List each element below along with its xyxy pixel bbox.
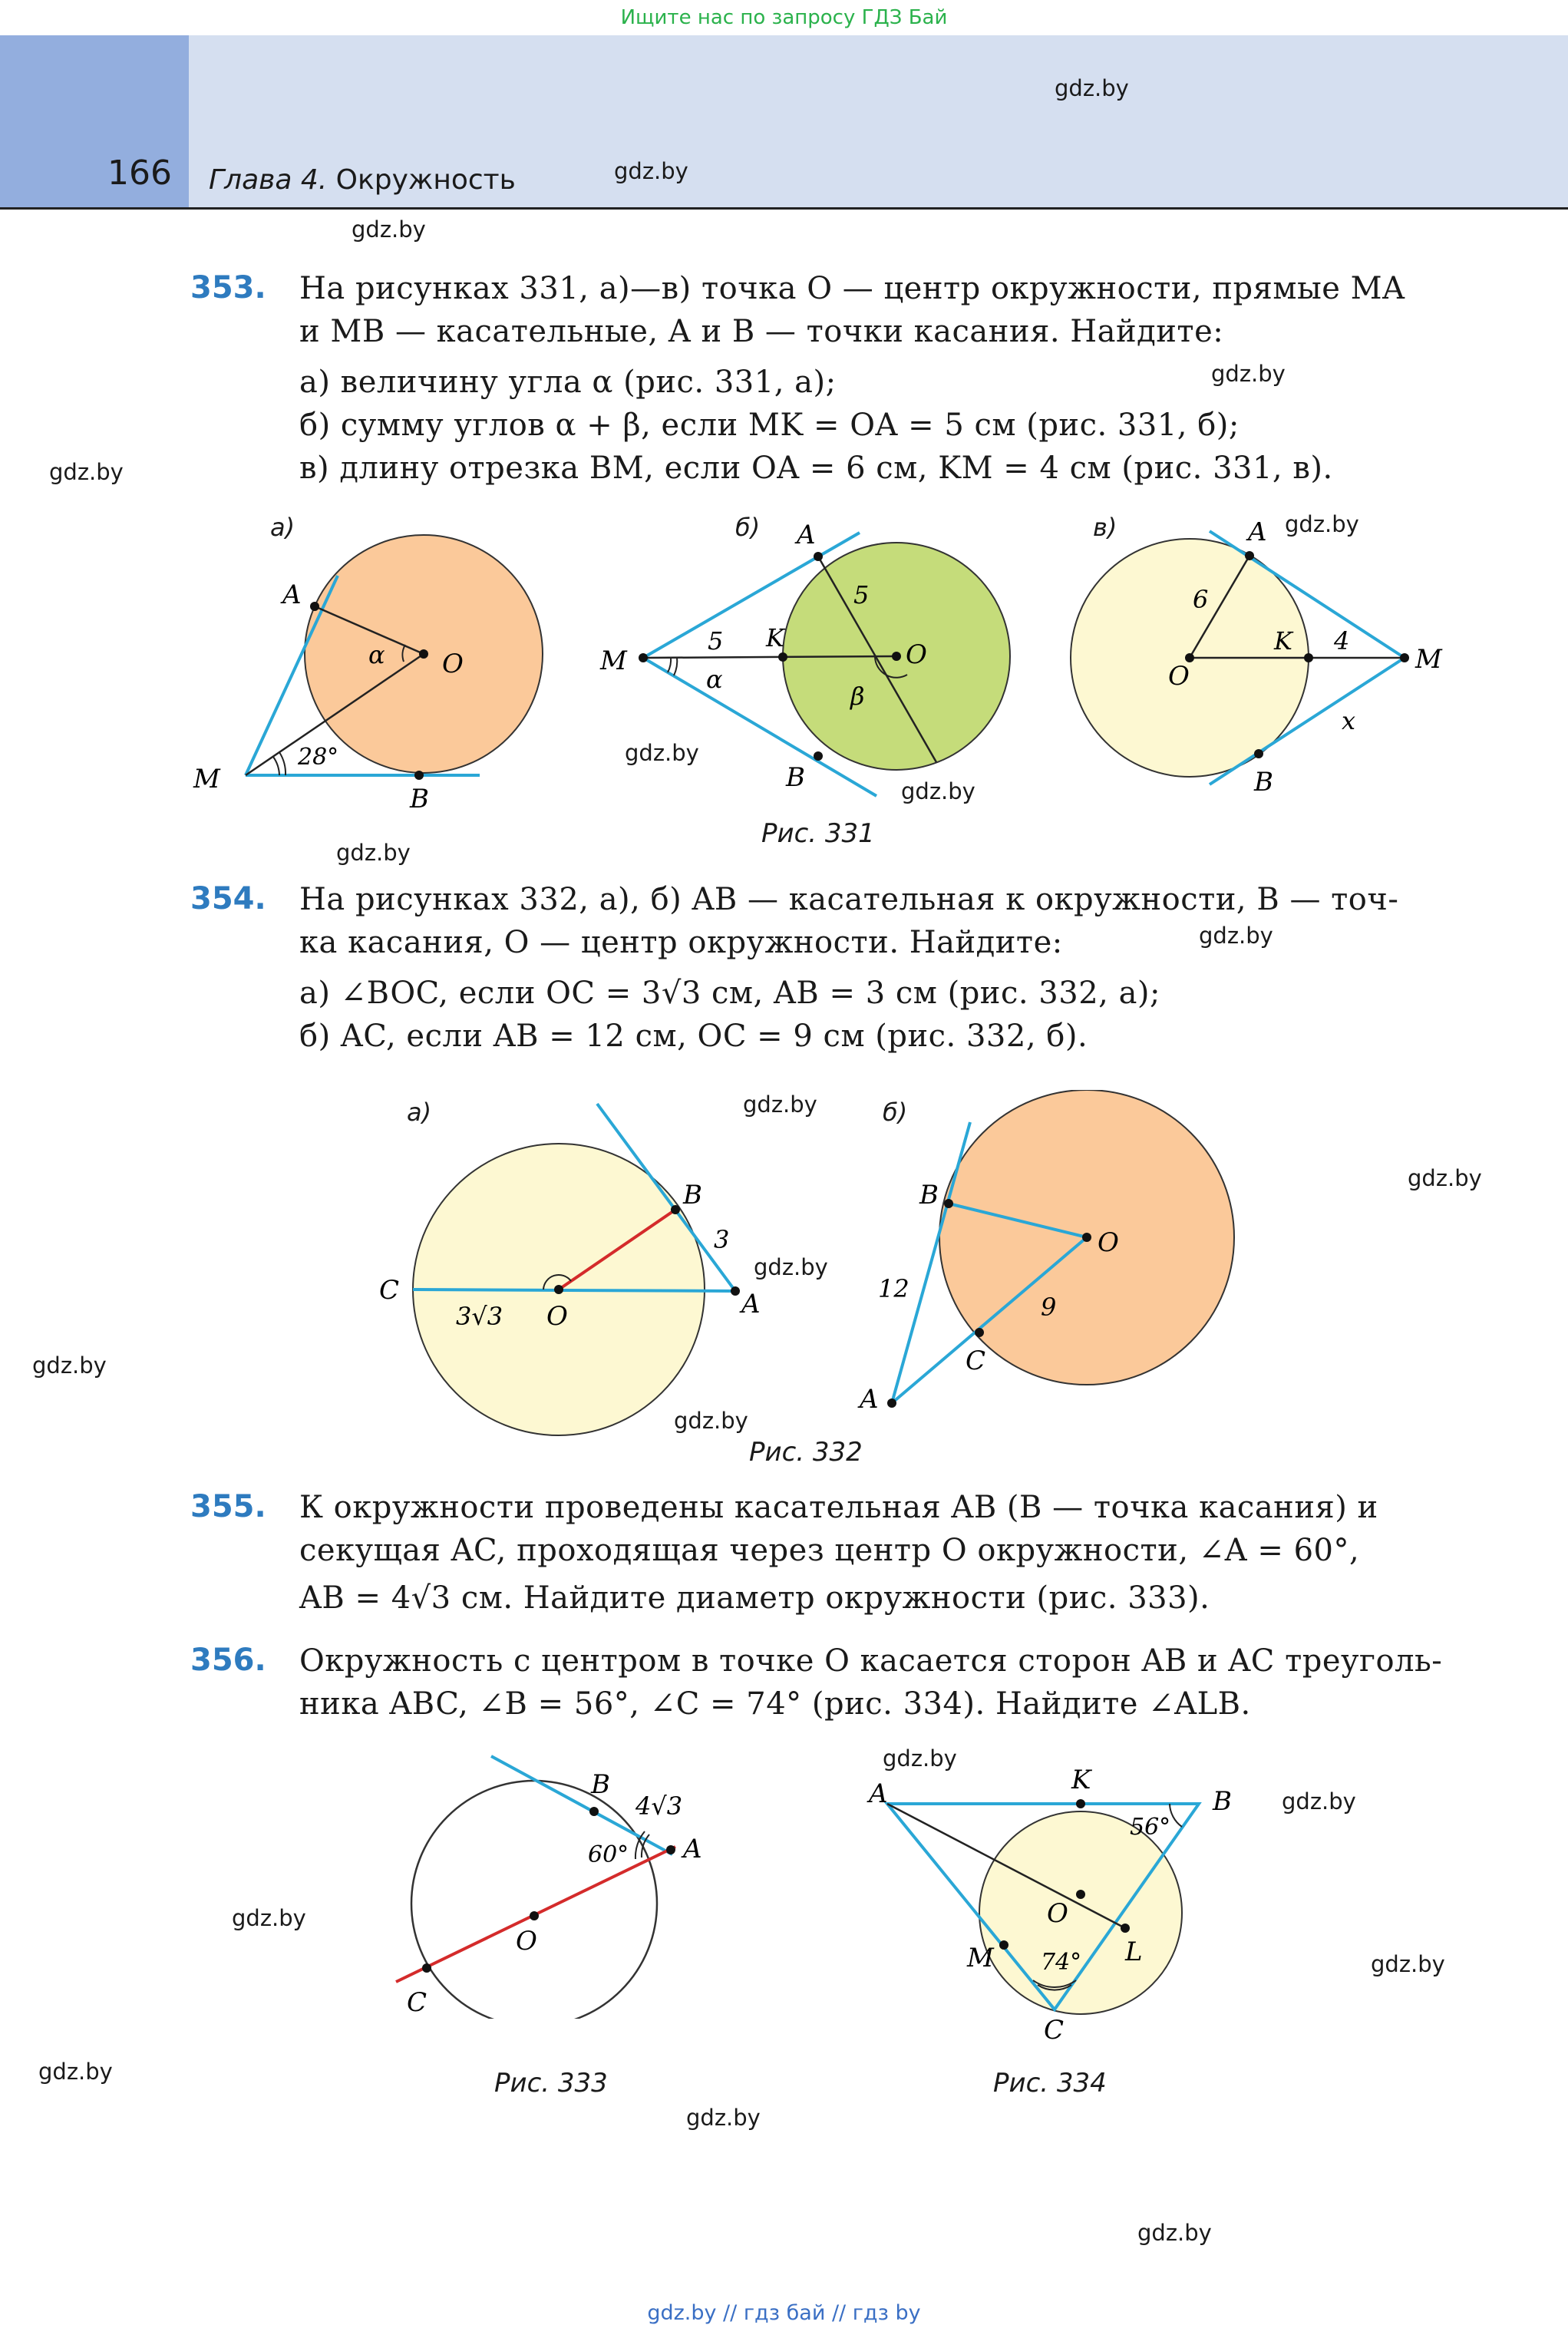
label-a: A — [869, 1778, 888, 1809]
label-l: L — [1125, 1937, 1143, 1967]
problem-353-number: 353. — [190, 270, 266, 305]
problem-355-line3: AB = 4√3 см. Найдите диаметр окружности (рис. 333). — [299, 1580, 1210, 1616]
label-c: C — [966, 1346, 986, 1376]
watermark: gdz.by — [625, 740, 699, 766]
label-x: x — [1342, 706, 1356, 735]
point-k — [1076, 1799, 1085, 1808]
label-oa: 6 — [1193, 585, 1209, 614]
watermark: gdz.by — [1211, 361, 1286, 387]
label-b: B — [410, 784, 429, 814]
label-b: B — [786, 762, 805, 793]
problem-354-text — [299, 878, 1458, 1058]
label-o: O — [516, 1926, 537, 1957]
watermark: gdz.by — [901, 778, 975, 804]
watermark: gdz.by — [232, 1905, 306, 1931]
chapter-prefix: Глава 4. — [209, 164, 328, 196]
watermark: gdz.by — [614, 158, 688, 184]
point-k — [778, 652, 787, 662]
caption-fig333: Рис. 333 — [494, 2068, 608, 2099]
label-a: A — [1248, 522, 1267, 547]
watermark: gdz.by — [38, 2059, 113, 2085]
label-angle-b: 56° — [1130, 1814, 1171, 1841]
point-o — [892, 652, 901, 661]
watermark: gdz.by — [674, 1408, 748, 1434]
label-a: A — [797, 522, 816, 550]
problem-353-text — [299, 267, 1458, 490]
problem-355-text — [299, 1486, 1458, 1620]
label-o: O — [546, 1301, 568, 1332]
watermark: gdz.by — [1055, 75, 1129, 101]
label-angle-c: 74° — [1041, 1949, 1082, 1976]
point-c — [975, 1328, 984, 1337]
figure-333 — [384, 1742, 752, 2019]
point-a — [666, 1845, 675, 1854]
footer-links: gdz.by // гдз бай // гдз by — [647, 2301, 921, 2325]
problem-355-number: 355. — [190, 1489, 266, 1524]
point-l — [1121, 1924, 1130, 1933]
figure-331c — [1044, 522, 1474, 829]
fig331a-sublabel: а) — [270, 513, 295, 542]
label-b: B — [919, 1180, 939, 1210]
point-c — [422, 1963, 431, 1973]
problem-353-line1: На рисунках 331, а)—в) точка O — центр окружности, прямые MA — [299, 271, 1405, 306]
label-m: M — [193, 764, 220, 794]
alpha-arc-2 — [674, 657, 677, 675]
point-m — [1400, 653, 1409, 662]
label-k: K — [1071, 1765, 1091, 1795]
fig332a-sublabel: а) — [407, 1098, 432, 1127]
point-m — [999, 1940, 1008, 1950]
point-b — [814, 751, 823, 761]
point-o — [1076, 1890, 1085, 1899]
label-a: A — [683, 1834, 702, 1864]
figure-331b — [591, 522, 1021, 829]
angle-b-arc — [1170, 1804, 1182, 1827]
label-oa: 5 — [853, 580, 870, 609]
figure-331a — [177, 522, 560, 829]
point-m — [639, 653, 648, 662]
alpha-arc-1 — [668, 657, 671, 672]
label-alpha: α — [706, 665, 723, 694]
label-o: O — [442, 649, 464, 679]
watermark: gdz.by — [1408, 1165, 1482, 1191]
label-m: M — [1415, 644, 1442, 675]
figure-334 — [860, 1758, 1259, 2057]
problem-356-line1: Окружность с центром в точке O касается сторон AB и AC треуголь- — [299, 1643, 1443, 1679]
label-c: C — [407, 1987, 427, 2018]
problem-353-line2: и MB — касательные, A и B — точки касания. Найдите: — [299, 314, 1224, 349]
chapter-title — [209, 164, 516, 196]
caption-fig331: Рис. 331 — [761, 818, 875, 849]
point-b — [414, 771, 424, 780]
label-o: O — [1047, 1898, 1068, 1929]
label-c: C — [379, 1275, 400, 1306]
watermark: gdz.by — [49, 459, 124, 485]
problem-353-part-c: в) длину отрезка BM, если OA = 6 см, KM = 4 см (рис. 331, в). — [299, 451, 1333, 486]
watermark: gdz.by — [743, 1091, 817, 1118]
watermark: gdz.by — [1282, 1788, 1356, 1815]
label-b: B — [1213, 1786, 1232, 1817]
point-a — [731, 1286, 740, 1296]
problem-354-line1: На рисунках 332, а), б) AB — касательная к окружности, B — точ- — [299, 882, 1399, 917]
label-a: A — [282, 580, 302, 610]
watermark: gdz.by — [883, 1745, 957, 1772]
label-k: K — [1274, 626, 1292, 655]
point-a — [814, 552, 823, 561]
problem-353-part-b: б) сумму углов α + β, если MK = OA = 5 см (рис. 331, б); — [299, 408, 1240, 443]
page-number: 166 — [107, 154, 172, 193]
watermark: gdz.by — [352, 216, 426, 243]
point-k — [1304, 653, 1313, 662]
label-oc: 3√3 — [456, 1302, 503, 1331]
point-a — [887, 1399, 896, 1408]
caption-fig332: Рис. 332 — [749, 1437, 863, 1468]
watermark: gdz.by — [686, 2105, 761, 2131]
label-ab: 4√3 — [635, 1791, 683, 1821]
label-c: C — [1044, 2015, 1065, 2046]
problem-356-text — [299, 1640, 1458, 1725]
watermark: gdz.by — [1199, 923, 1273, 949]
label-beta: β — [850, 682, 865, 711]
circle — [411, 1781, 657, 2019]
point-o — [419, 649, 428, 659]
problem-354-number: 354. — [190, 881, 266, 916]
problem-354-part-a: а) ∠BOC, если OC = 3√3 см, AB = 3 см (рис. 332, а); — [299, 976, 1161, 1011]
point-b — [944, 1199, 953, 1208]
point-b — [589, 1807, 599, 1816]
problem-354-line2: ка касания, O — центр окружности. Найдите: — [299, 925, 1063, 960]
fig332b-sublabel: б) — [883, 1098, 908, 1127]
fig331c-sublabel: в) — [1093, 513, 1117, 542]
label-o: O — [1098, 1227, 1119, 1258]
fig331b-sublabel: б) — [735, 513, 761, 542]
secant-ca — [413, 1290, 735, 1291]
figure-332b — [852, 1090, 1251, 1458]
label-ab: 12 — [878, 1274, 909, 1303]
top-banner: Ищите нас по запросу ГДЗ Бай — [620, 6, 948, 29]
point-o — [1082, 1233, 1091, 1242]
problem-354-part-b: б) AC, если AB = 12 см, OC = 9 см (рис. 332, б). — [299, 1019, 1088, 1054]
label-angle-28: 28° — [298, 744, 339, 771]
problem-353-part-a: а) величину угла α (рис. 331, а); — [299, 365, 837, 400]
label-a: A — [741, 1289, 761, 1319]
circle — [979, 1811, 1182, 2014]
point-o — [554, 1285, 563, 1294]
watermark: gdz.by — [32, 1352, 107, 1379]
watermark: gdz.by — [1285, 511, 1359, 537]
label-km: 4 — [1334, 626, 1350, 655]
label-a: A — [860, 1384, 879, 1415]
point-b — [1254, 749, 1263, 758]
problem-355-line2: секущая AC, проходящая через центр O окружности, ∠A = 60°, — [299, 1533, 1360, 1568]
problem-356-line2: ника ABC, ∠B = 56°, ∠C = 74° (рис. 334). Найдите ∠ALB. — [299, 1686, 1251, 1722]
angle-arc-1 — [273, 757, 279, 775]
caption-fig334: Рис. 334 — [993, 2068, 1107, 2099]
watermark: gdz.by — [1371, 1951, 1445, 1977]
header-divider — [0, 207, 1568, 210]
point-b — [671, 1205, 680, 1214]
watermark: gdz.by — [1137, 2220, 1212, 2246]
point-o — [530, 1911, 539, 1920]
label-k: K — [766, 623, 784, 652]
label-b: B — [1254, 767, 1273, 797]
watermark: gdz.by — [336, 840, 411, 866]
problem-355-line1: К окружности проведены касательная AB (B — точка касания) и — [299, 1490, 1378, 1525]
angle-arc-2 — [279, 752, 286, 775]
label-o: O — [1168, 661, 1190, 692]
figure-332a — [361, 1090, 791, 1458]
point-a — [310, 602, 319, 611]
label-alpha: α — [368, 640, 385, 669]
chapter-name: Окружность — [335, 164, 516, 196]
label-oc: 9 — [1041, 1293, 1057, 1322]
label-o: O — [906, 639, 927, 670]
label-m: M — [967, 1943, 994, 1973]
problem-356-number: 356. — [190, 1643, 266, 1678]
label-b: B — [591, 1769, 610, 1800]
label-mk: 5 — [708, 626, 724, 655]
label-ab: 3 — [714, 1225, 730, 1254]
label-m: M — [600, 646, 627, 676]
label-angle: 60° — [588, 1841, 629, 1868]
watermark: gdz.by — [754, 1254, 828, 1280]
point-a — [1245, 551, 1254, 560]
label-b: B — [683, 1180, 702, 1210]
